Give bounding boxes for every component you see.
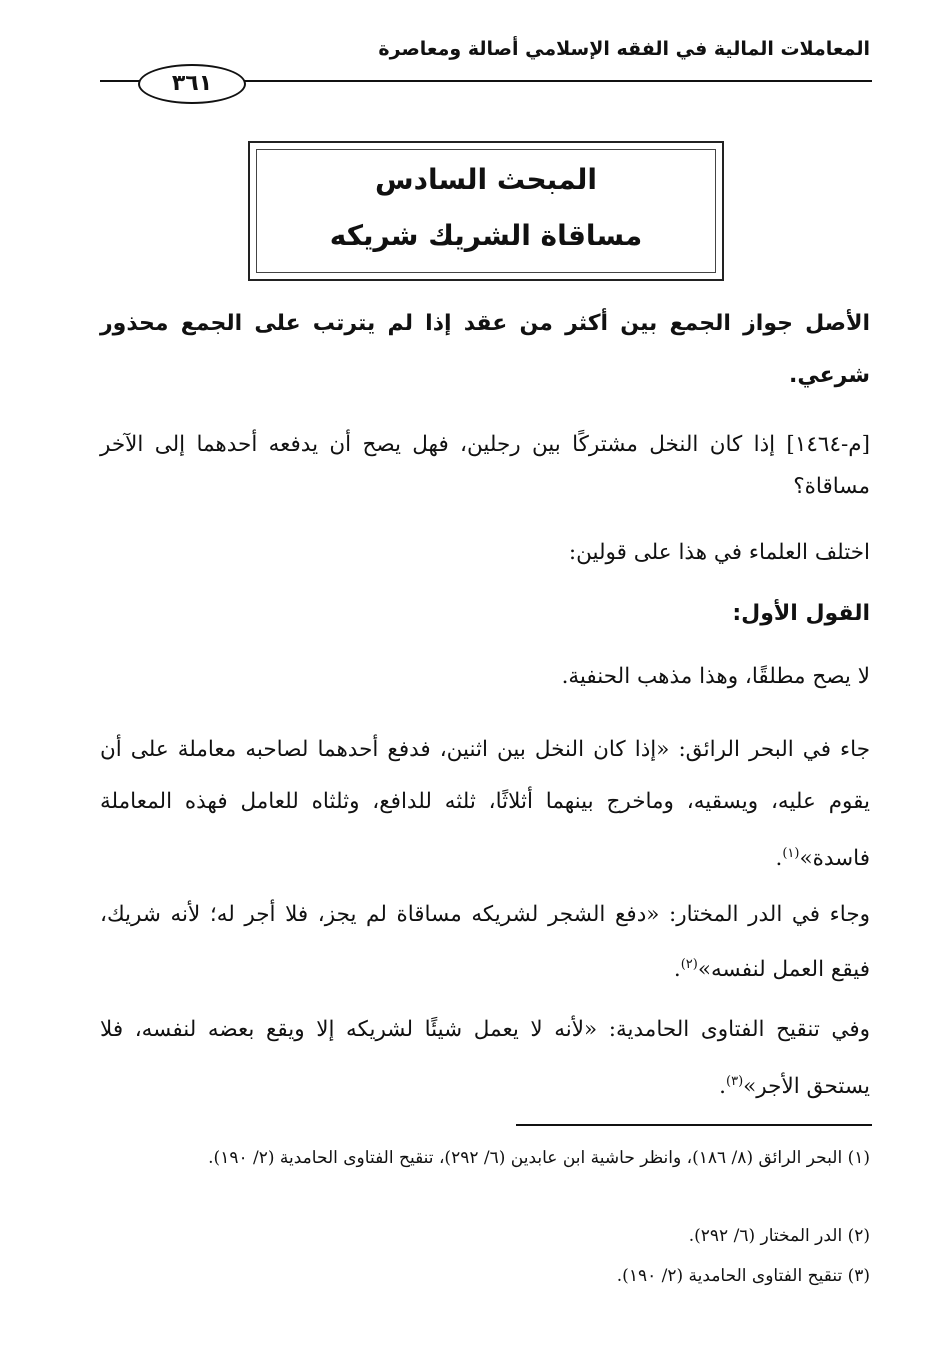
footnote-separator (516, 1124, 872, 1126)
quote-period-1: . (775, 846, 783, 872)
section-subheading: مساقاة الشريك شريكه (329, 219, 643, 252)
footnote-1: (١) البحر الرائق (٨/ ١٨٦)، وانظر حاشية ابن عابدين (٦/ ٢٩٢)، تنقيح الفتاوى الحامدية (٢/ ١٩٠). (208, 1148, 870, 1168)
footnote-3: (٣) تنقيح الفتاوى الحامدية (٢/ ١٩٠). (616, 1266, 870, 1286)
footnote-2: (٢) الدر المختار (٦/ ٢٩٢). (688, 1226, 870, 1246)
quote-period-3: . (719, 1074, 727, 1100)
footnote-ref-2: (٢) (680, 957, 698, 972)
quote-text-1: جاء في البحر الرائق: «إذا كان النخل بين اثنين، فدفع أحدهما لصاحبه معاملة على أن يقوم عليه، ويسقيه، وماخرج بينهما أثلاثًا، ثلثه للدافع، وثلثاه للعامل فهذه المعاملة فاسدة» (100, 737, 870, 872)
quote-paragraph-2 (100, 890, 870, 995)
footnote-ref-3: (٣) (726, 1074, 744, 1089)
first-opinion-paragraph: لا يصح مطلقًا، وهذا مذهب الحنفية. (561, 664, 870, 689)
quote-paragraph-1 (100, 724, 870, 885)
section-title-box (248, 141, 724, 281)
quote-paragraph-3 (100, 1004, 870, 1113)
first-opinion-heading: القول الأول: (732, 601, 870, 626)
running-header: المعاملات المالية في الفقه الإسلامي أصالة ومعاصرة (378, 38, 870, 60)
intro-paragraph: اختلف العلماء في هذا على قولين: (568, 540, 870, 565)
footnote-ref-1: (١) (782, 846, 800, 861)
quote-text-2: وجاء في الدر المختار: «دفع الشجر لشريكه مساقاة لم يجز، فلا أجر له؛ لأنه شريك، فيقع العمل لنفسه» (100, 902, 870, 983)
question-paragraph: [م-١٤٦٤] إذا كان النخل مشتركًا بين رجلين، فهل يصح أن يدفعه أحدهما إلى الآخر مساقاة؟ (100, 432, 870, 499)
page-number: ٣٦١ (138, 64, 246, 104)
principle-paragraph: الأصل جواز الجمع بين أكثر من عقد إذا لم يترتب على الجمع محذور شرعي. (100, 311, 870, 388)
quote-text-3: وفي تنقيح الفتاوى الحامدية: «لأنه لا يعمل شيئًا لشريكه إلا ويقع بعضه لنفسه، فلا يستحق الأجر» (100, 1017, 870, 1100)
quote-period-2: . (673, 957, 681, 983)
section-heading: المبحث السادس (374, 163, 597, 196)
